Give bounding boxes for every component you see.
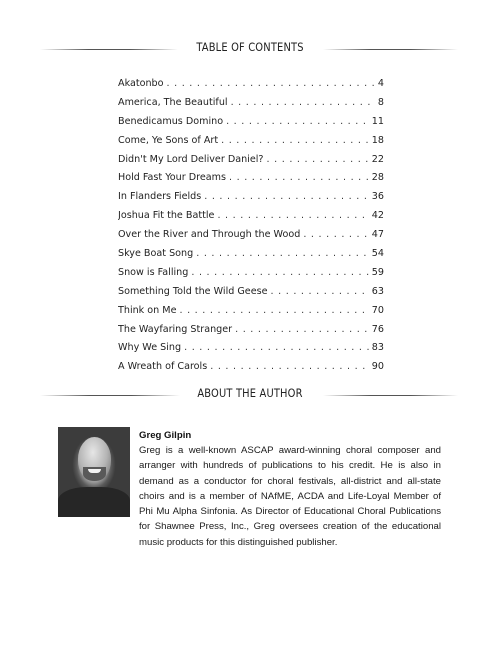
author-bio-block [139,429,441,550]
toc-entry-page: 54 [371,248,384,260]
toc-header [0,40,500,60]
about-heading: ABOUT THE AUTHOR [197,386,303,400]
toc-entry [118,78,384,97]
toc-entry-title: Over the River and Through the Wood [118,229,301,241]
header-rule-right [323,49,458,50]
toc-entry-page: 63 [371,285,384,297]
toc-leader-dots [267,154,370,165]
toc-entry [118,229,384,248]
toc-entry-page: 42 [371,210,384,222]
toc-entry-title: Come, Ye Sons of Art [118,134,219,146]
author-photo [58,427,130,517]
toc-entry-title: Something Told the Wild Geese [118,285,268,297]
toc-entry-page: 8 [377,96,384,108]
toc-entry-page: 70 [371,304,384,316]
toc-entry [118,97,384,116]
author-name: Greg Gilpin [139,430,192,441]
toc-leader-dots [226,116,370,127]
toc-entry [118,135,384,154]
toc-entry [118,305,384,324]
toc-entry-title: The Wayfaring Stranger [118,323,233,335]
toc-entry-title: America, The Beautiful [118,96,228,108]
toc-heading: TABLE OF CONTENTS [196,40,304,54]
toc-entry-page: 22 [371,153,384,165]
toc-entry-title: A Wreath of Carols [118,361,208,373]
toc-entry-title: Skye Boat Song [118,248,194,260]
toc-list [118,78,384,380]
toc-leader-dots [221,135,370,146]
toc-entry-page: 90 [371,361,384,373]
toc-entry-page: 4 [377,78,384,89]
toc-entry-title: Think on Me [118,304,177,316]
photo-shoulders [58,487,130,517]
toc-leader-dots [196,248,370,259]
toc-entry-title: Why We Sing [118,342,182,354]
toc-entry [118,361,384,380]
toc-leader-dots [271,286,370,297]
toc-entry [118,267,384,286]
about-header [0,386,500,406]
toc-entry [118,248,384,267]
toc-entry-title: Didn't My Lord Deliver Daniel? [118,153,264,165]
toc-entry-page: 28 [371,172,384,184]
toc-entry-title: In Flanders Fields [118,191,202,203]
toc-leader-dots [229,172,370,183]
toc-entry-title: Joshua Fit the Battle [118,210,215,222]
toc-entry-page: 36 [371,191,384,203]
toc-leader-dots [204,191,370,202]
toc-entry [118,286,384,305]
toc-entry [118,191,384,210]
toc-entry-title: Snow is Falling [118,266,189,278]
toc-entry-page: 59 [371,266,384,278]
toc-entry [118,154,384,173]
toc-entry-title: Benedicamus Domino [118,115,224,127]
toc-leader-dots [167,78,376,89]
toc-entry [118,324,384,343]
author-bio: Greg is a well-known ASCAP award-winning choral composer and arranger with hundreds of publications to his credit. He is also in demand as a conductor for choral festivals, all-district and all-state choirs and is a member of NAfME, ACDA and Life-Loyal Member of Phi Mu Alpha Sinfonia. As Director of Educational Choral Publications for Shawnee Press, Inc., Greg oversees creation of the educational music products for this distinguished publisher. [139,445,441,548]
toc-entry-title: Hold Fast Your Dreams [118,172,226,184]
toc-leader-dots [179,305,369,316]
photo-smile [88,469,101,473]
toc-entry [118,342,384,361]
toc-leader-dots [184,342,370,353]
toc-leader-dots [231,97,376,108]
toc-entry [118,210,384,229]
toc-entry [118,172,384,191]
toc-entry-title: Akatonbo [118,78,164,89]
toc-leader-dots [235,324,370,335]
toc-leader-dots [191,267,369,278]
toc-entry-page: 18 [371,134,384,146]
header-rule-right [323,395,458,396]
toc-entry [118,116,384,135]
toc-entry-page: 11 [371,115,384,127]
toc-entry-page: 47 [371,229,384,241]
toc-entry-page: 76 [371,323,384,335]
toc-leader-dots [217,210,369,221]
toc-entry-page: 83 [371,342,384,354]
toc-leader-dots [210,361,370,372]
toc-leader-dots [303,229,369,240]
